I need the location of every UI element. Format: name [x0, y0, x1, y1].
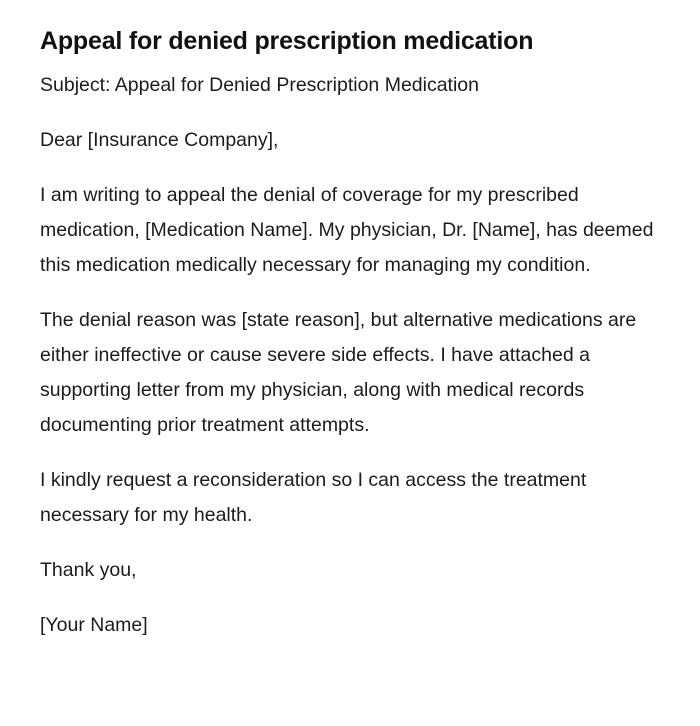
body-paragraph-3: I kindly request a reconsideration so I can access the treatment necessary for my health. [40, 469, 587, 526]
closing-line: Thank you, [40, 559, 137, 581]
salutation: Dear [Insurance Company], [40, 129, 279, 151]
signature-line: [Your Name] [40, 614, 148, 636]
subject-line: Subject: Appeal for Denied Prescription Medication [40, 74, 479, 96]
body-paragraph-2: The denial reason was [state reason], but alternative medications are either ineffective or cause severe side effects. I have attached a supporting letter from my physician, along with medical records documenting prior treatment attempts. [40, 309, 637, 436]
document-title: Appeal for denied prescription medication [40, 27, 534, 55]
body-paragraph-1: I am writing to appeal the denial of coverage for my prescribed medication, [Medication Name]. My physician, Dr. [Name], has deemed this medication medically necessary for managing my condition. [40, 184, 654, 276]
